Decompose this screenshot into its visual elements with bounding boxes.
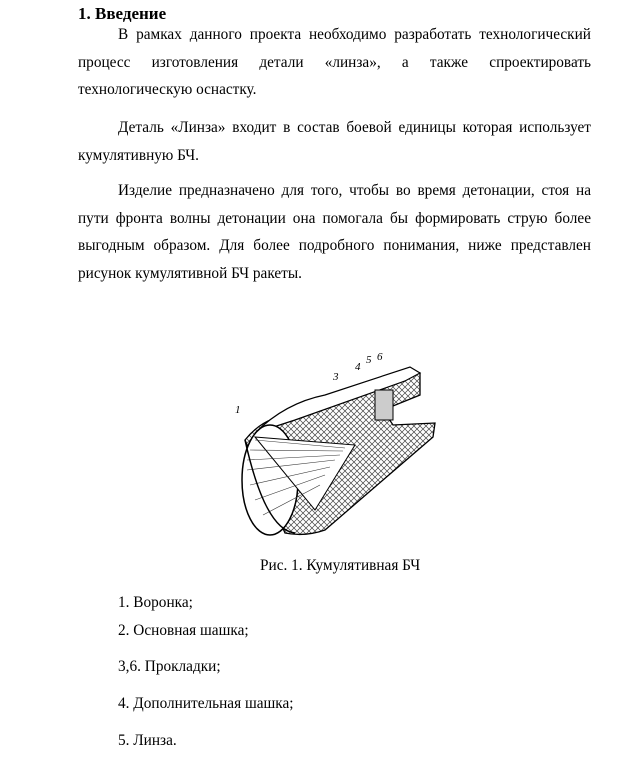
list-item: 5. Линза. (118, 732, 177, 749)
paragraph-1: В рамках данного проекта необходимо разработать технологический процесс изготовления детали «линза», а также спроектировать технологическую оснастку. (78, 26, 591, 99)
list-item: 2. Основная шашка; (118, 622, 249, 639)
figure-label-3: 3 (333, 371, 339, 383)
figure-label-4: 4 (355, 361, 361, 373)
paragraph-2: Деталь «Линза» входит в состав боевой единицы которая использует кумулятивную БЧ. (78, 119, 591, 164)
figure-label-1: 1 (235, 404, 241, 416)
section-heading: 1. Введение (78, 4, 167, 23)
paragraph-3: Изделие предназначено для того, чтобы во время детонации, стоя на пути фронта волны детонации она помогала бы формировать струю более выгодным образом. Для более подробного понимания, ниже представлен рисунок кумулятивной БЧ ракеты. (78, 182, 591, 282)
figure-label-5: 5 (366, 354, 372, 366)
list-item: 1. Воронка; (118, 594, 193, 611)
list-item: 3,6. Прокладки; (118, 658, 221, 675)
warhead-illustration (225, 345, 450, 540)
figure-caption: Рис. 1. Кумулятивная БЧ (260, 557, 421, 574)
figure-label-6: 6 (377, 351, 383, 363)
list-item: 4. Дополнительная шашка; (118, 695, 294, 712)
